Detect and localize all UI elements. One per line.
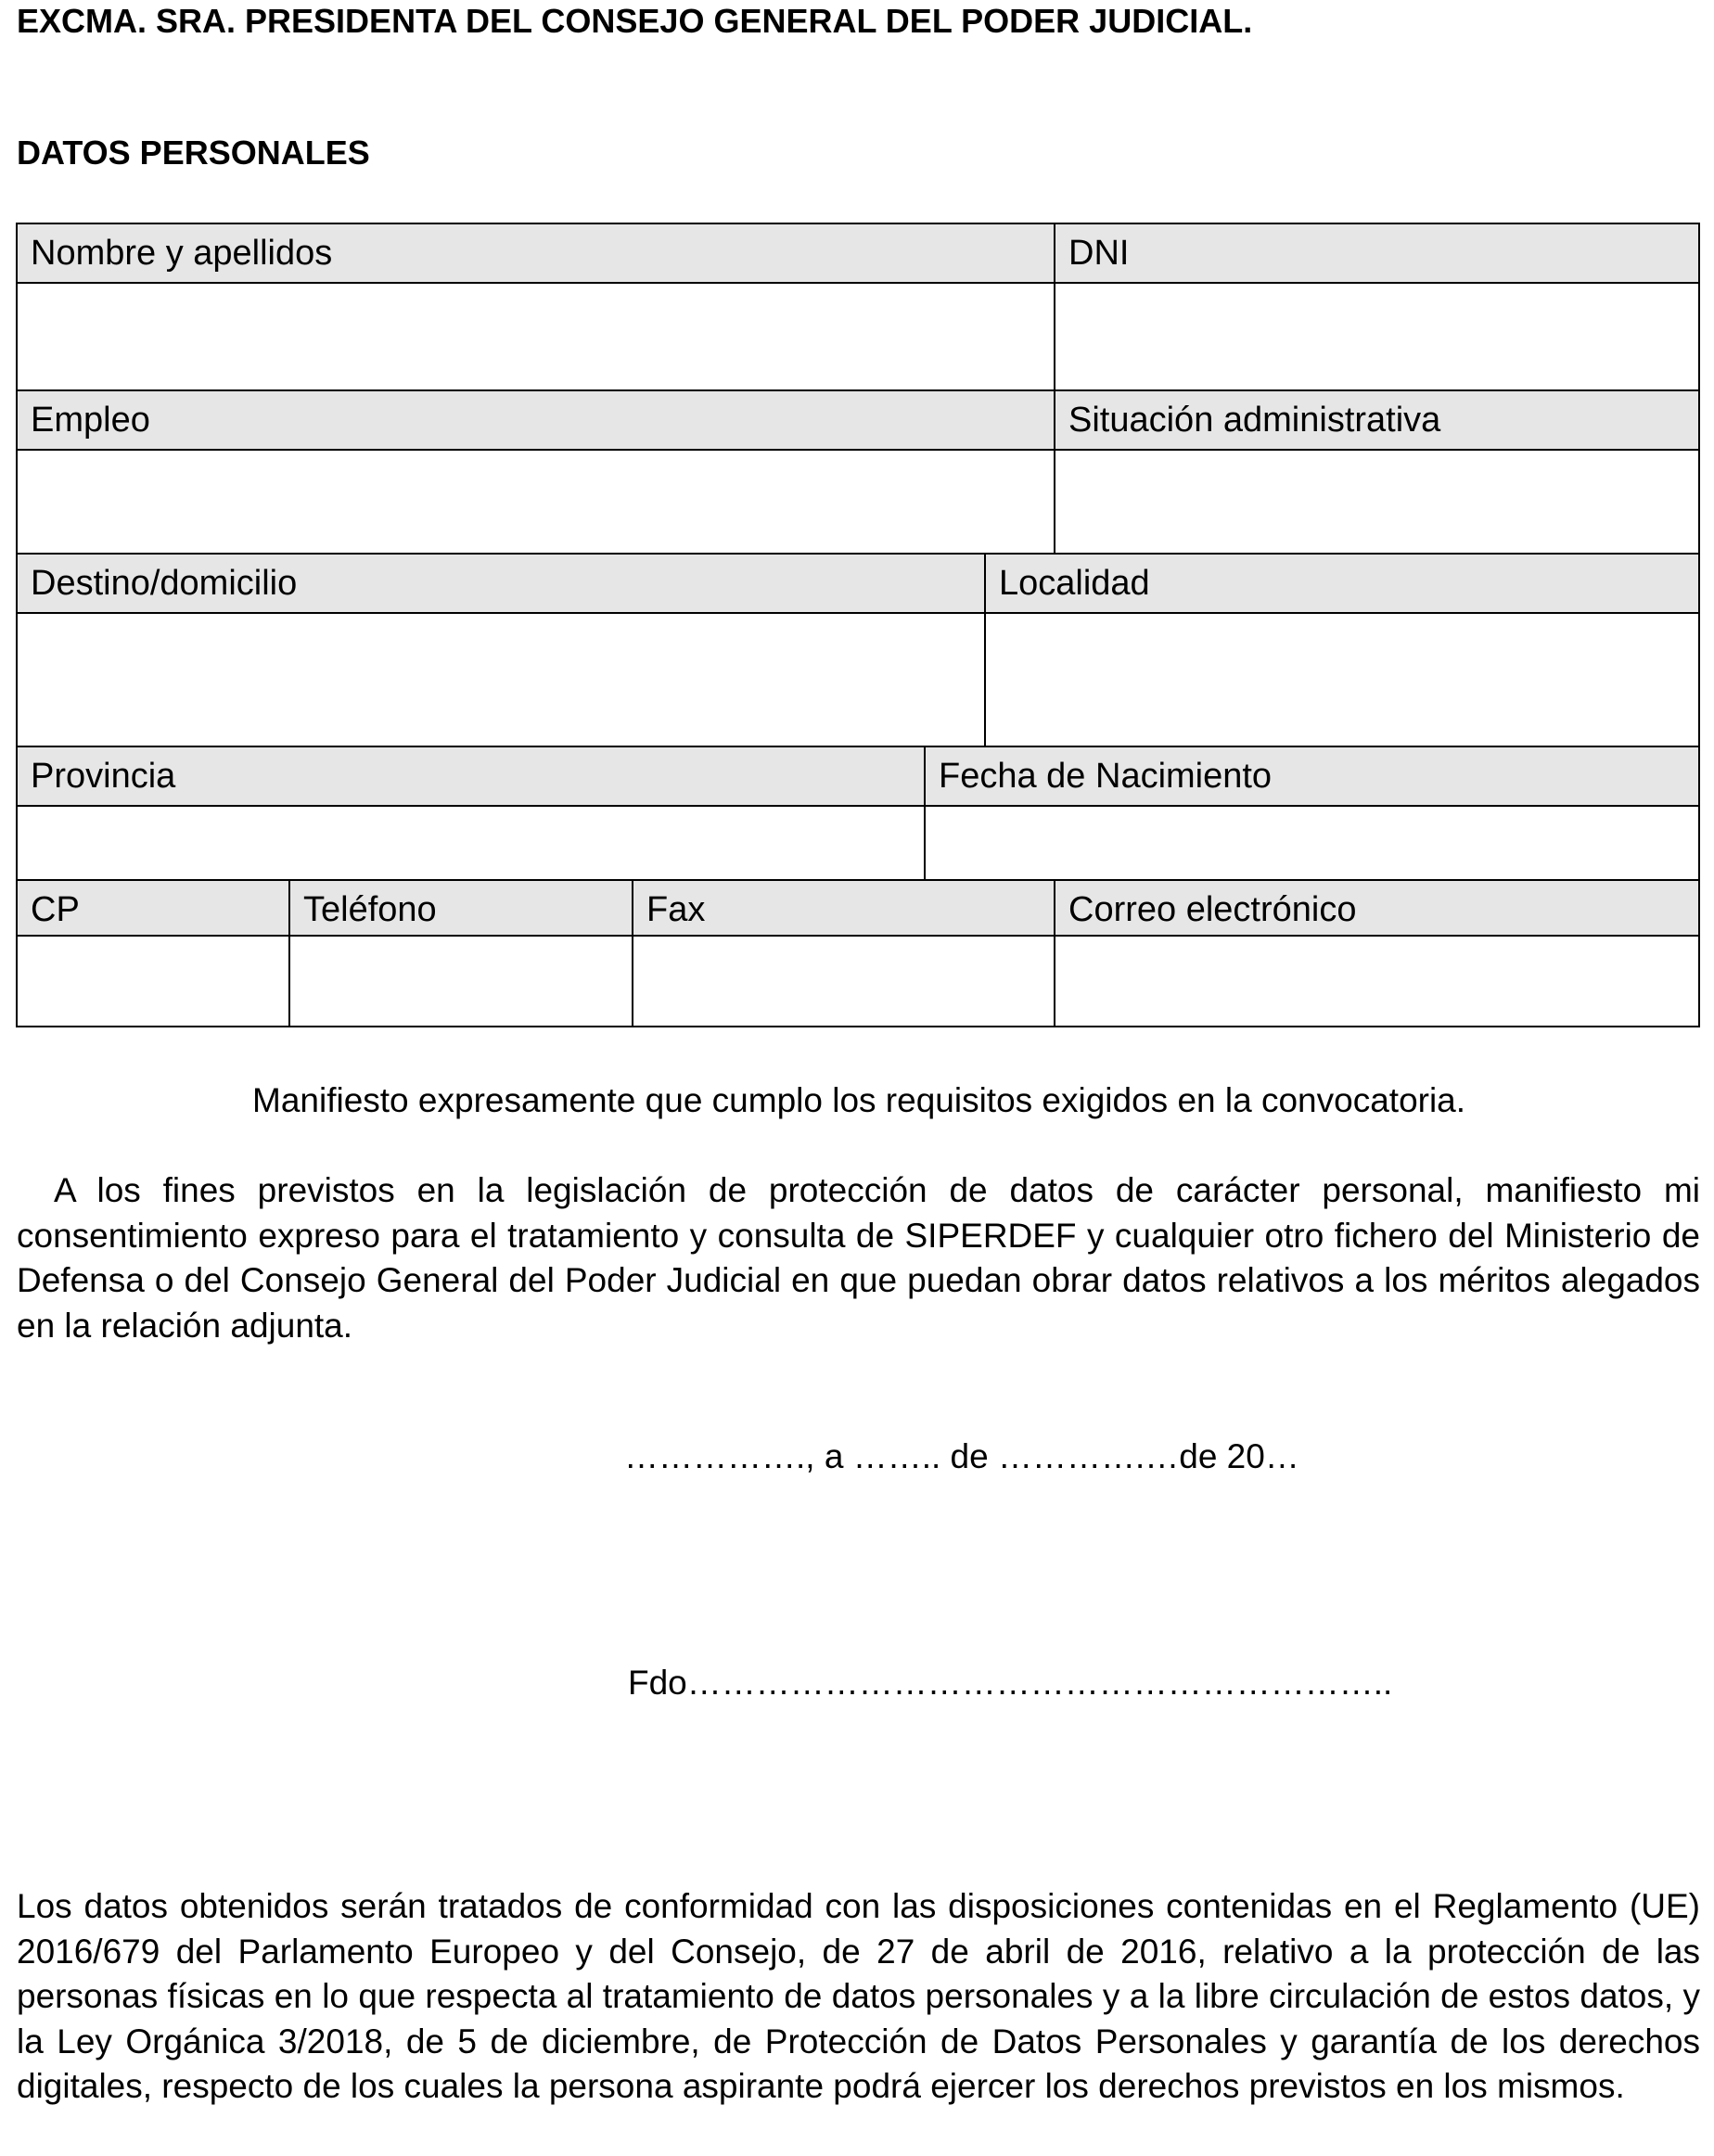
cp-label: CP: [16, 879, 290, 937]
destino-field[interactable]: [16, 612, 986, 747]
dni-label: DNI: [1054, 223, 1700, 284]
situacion-field[interactable]: [1054, 449, 1700, 555]
signature-line: Fdo……………………………………………………..: [628, 1664, 1393, 1702]
provincia-field[interactable]: [16, 805, 926, 881]
addressee-heading: EXCMA. SRA. PRESIDENTA DEL CONSEJO GENERAL DEL PODER JUDICIAL.: [17, 2, 1253, 40]
empleo-label: Empleo: [16, 389, 1055, 451]
fax-field[interactable]: [632, 935, 1055, 1027]
empleo-field[interactable]: [16, 449, 1055, 555]
dni-field[interactable]: [1054, 282, 1700, 391]
situacion-label: Situación administrativa: [1054, 389, 1700, 451]
section-title: DATOS PERSONALES: [17, 134, 370, 172]
fecha-nacimiento-field[interactable]: [924, 805, 1700, 881]
cp-field[interactable]: [16, 935, 290, 1027]
telefono-field[interactable]: [288, 935, 633, 1027]
fecha-nacimiento-label: Fecha de Nacimiento: [924, 746, 1700, 807]
localidad-field[interactable]: [984, 612, 1700, 747]
provincia-label: Provincia: [16, 746, 926, 807]
correo-label: Correo electrónico: [1054, 879, 1700, 937]
telefono-label: Teléfono: [288, 879, 633, 937]
nombre-field[interactable]: [16, 282, 1055, 391]
requirements-declaration: Manifiesto expresamente que cumplo los requisitos exigidos en la convocatoria.: [252, 1081, 1466, 1119]
localidad-label: Localidad: [984, 553, 1700, 614]
nombre-label: Nombre y apellidos: [16, 223, 1055, 284]
privacy-notice: Los datos obtenidos serán tratados de conformidad con las disposiciones contenidas en el Reglamento (UE) 2016/679 del Parlamento Europeo y del Consejo, de 27 de abril de 2016, relativo a la protección de las personas físicas en lo que respecta al tratamiento de datos personales y a la libre circulación de estos datos, y la Ley Orgánica 3/2018, de 5 de diciembre, de Protección de Datos Personales y garantía de los derechos digitales, respecto de los cuales la persona aspirante podrá ejercer los derechos previstos en los mismos.: [17, 1887, 1700, 2105]
place-date-line: ……………., a …….. de ………….…de 20…: [624, 1437, 1299, 1475]
destino-label: Destino/domicilio: [16, 553, 986, 614]
correo-field[interactable]: [1054, 935, 1700, 1027]
fax-label: Fax: [632, 879, 1055, 937]
data-consent-paragraph: A los fines previstos en la legislación de protección de datos de carácter personal, manifiesto mi consentimiento expreso para el tratamiento y consulta de SIPERDEF y cualquier otro fichero del Ministerio de Defensa o del Consejo General del Poder Judicial en que puedan obrar datos relativos a los méritos alegados en la relación adjunta.: [17, 1171, 1700, 1345]
